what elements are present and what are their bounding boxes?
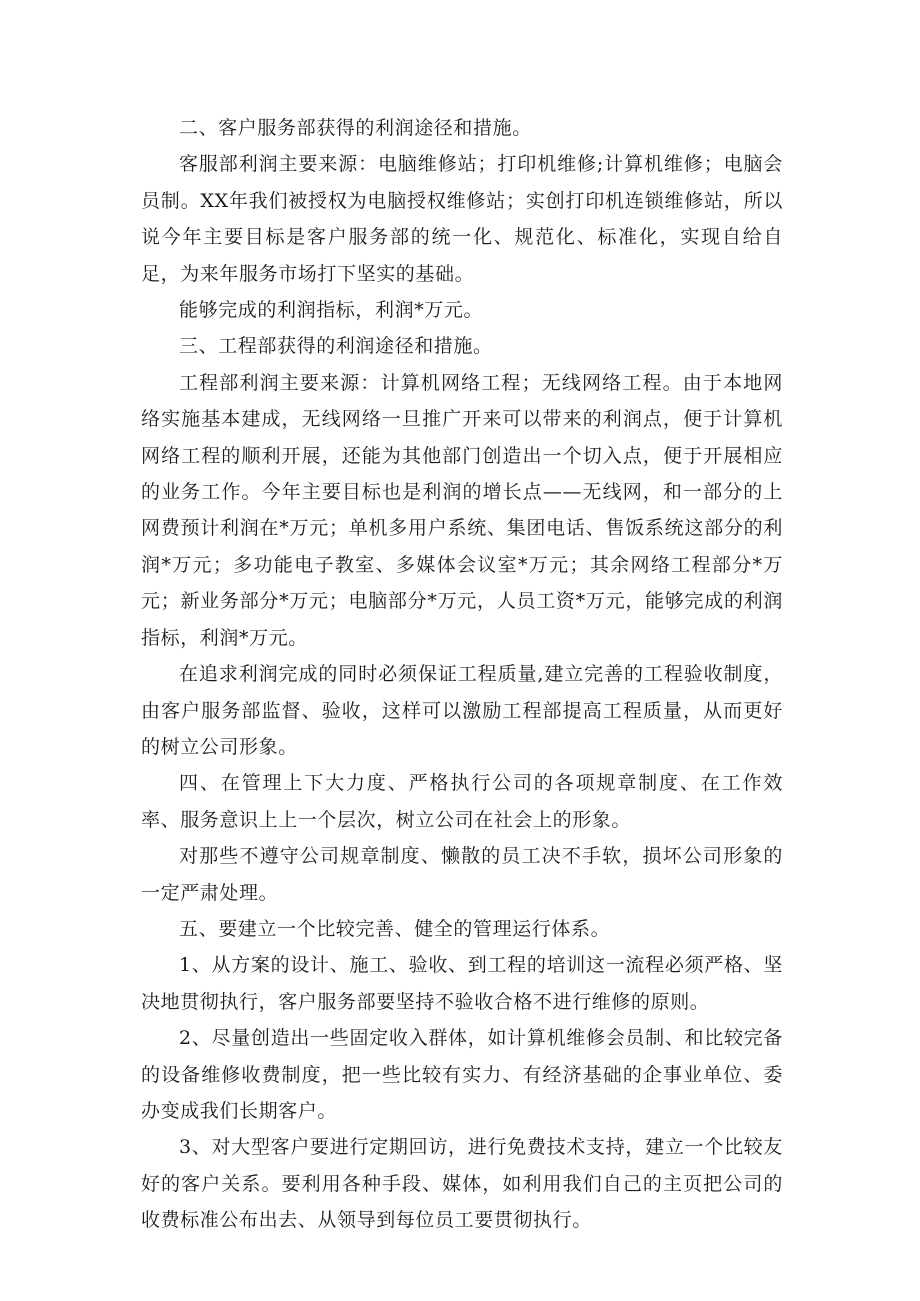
list-item-2: 2、尽量创造出一些固定收入群体，如计算机维修会员制、和比较完备的设备维修收费制度，把一些比较有实力、有经济基础的企事业单位、委办变成我们长期客户。 (141, 1027, 783, 1122)
paragraph-engineering-sources: 工程部利润主要来源：计算机网络工程；无线网络工程。由于本地网络实施基本建成，无线网络一旦推广开来可以带来的利润点，便于计算机网络工程的顺利开展，还能为其他部门创造出一个切入点，便于开展相应的业务工作。今年主要目标也是利润的增长点——无线网，和一部分的上网费预计利润在*万元；单机多用户系统、集团电话、售饭系统这部分的利润*万元；多功能电子教室、多媒体会议室*万元；其余网络工程部分*万元；新业务部分*万元；电脑部分*万元，人员工资*万元，能够完成的利润指标，利润*万元。 (141, 371, 783, 649)
list-item-1: 1、从方案的设计、施工、验收、到工程的培训这一流程必须严格、坚决地贯彻执行，客户服务部要坚持不验收合格不进行维修的原则。 (141, 954, 783, 1013)
list-item-3: 3、对大型客户要进行定期回访，进行免费技术支持，建立一个比较友好的客户关系。要利用各种手段、媒体，如利用我们自己的主页把公司的收费标准公布出去、从领导到每位员工要贯彻执行。 (141, 1136, 783, 1232)
section-heading-5: 五、要建立一个比较完善、健全的管理运行体系。 (179, 917, 611, 940)
paragraph-engineering-quality: 在追求利润完成的同时必须保证工程质量,建立完善的工程验收制度，由客户服务部监督、验收，这样可以激励工程部提高工程质量，从而更好的树立公司形象。 (141, 663, 783, 758)
section-heading-3: 三、工程部获得的利润途径和措施。 (179, 335, 493, 358)
section-heading-2: 二、客户服务部获得的利润途径和措施。 (179, 117, 532, 139)
paragraph-customer-service-target: 能够完成的利润指标，利润*万元。 (179, 299, 484, 322)
paragraph-customer-service-sources: 客服部利润主要来源：电脑维修站；打印机维修;计算机维修；电脑会员制。XX年我们被授权为电脑授权维修站；实创打印机连锁维修站，所以说今年主要目标是客户服务部的统一化、规范化、标准化，实现自给自足，为来年服务市场打下坚实的基础。 (141, 153, 783, 285)
document-body (141, 110, 783, 1239)
paragraph-discipline: 对那些不遵守公司规章制度、懒散的员工决不手软，损坏公司形象的一定严肃处理。 (141, 845, 783, 904)
section-heading-4: 四、在管理上下大力度、严格执行公司的各项规章制度、在工作效率、服务意识上上一个层次，树立公司在社会上的形象。 (141, 772, 783, 831)
